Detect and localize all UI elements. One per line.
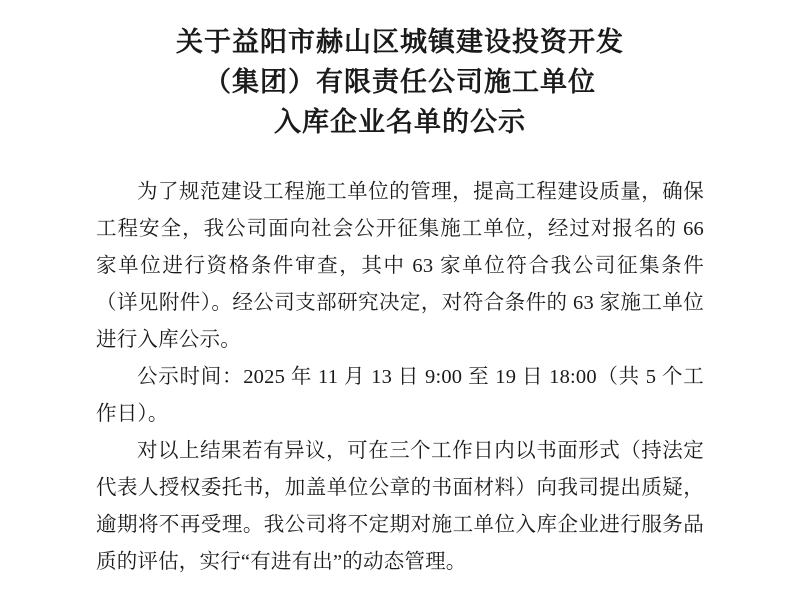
document-title-line-3: 入库企业名单的公示 [274, 107, 526, 137]
document-body [96, 174, 704, 581]
paragraph-2: 公示时间：2025 年 11 月 13 日 9:00 至 19 日 18:00（共 5 个工作日）。 [96, 366, 704, 425]
document-title [96, 18, 704, 142]
document-title-line-2: （集团）有限责任公司施工单位 [204, 67, 596, 97]
paragraph-1: 为了规范建设工程施工单位的管理，提高工程建设质量，确保工程安全，我公司面向社会公开征集施工单位，经过对报名的 66 家单位进行资格条件审查，其中 63 家单位符合我公司征集条件（详见附件）。经公司支部研究决定，对符合条件的 63 家施工单位进行入库公示。 [96, 181, 704, 351]
paragraph-3: 对以上结果若有异议，可在三个工作日内以书面形式（持法定代表人授权委托书，加盖单位公章的书面材料）向我司提出质疑，逾期将不再受理。我公司将不定期对施工单位入库企业进行服务品质的评估，实行“有进有出”的动态管理。 [96, 440, 704, 573]
document-title-line-1: 关于益阳市赫山区城镇建设投资开发 [176, 27, 624, 57]
